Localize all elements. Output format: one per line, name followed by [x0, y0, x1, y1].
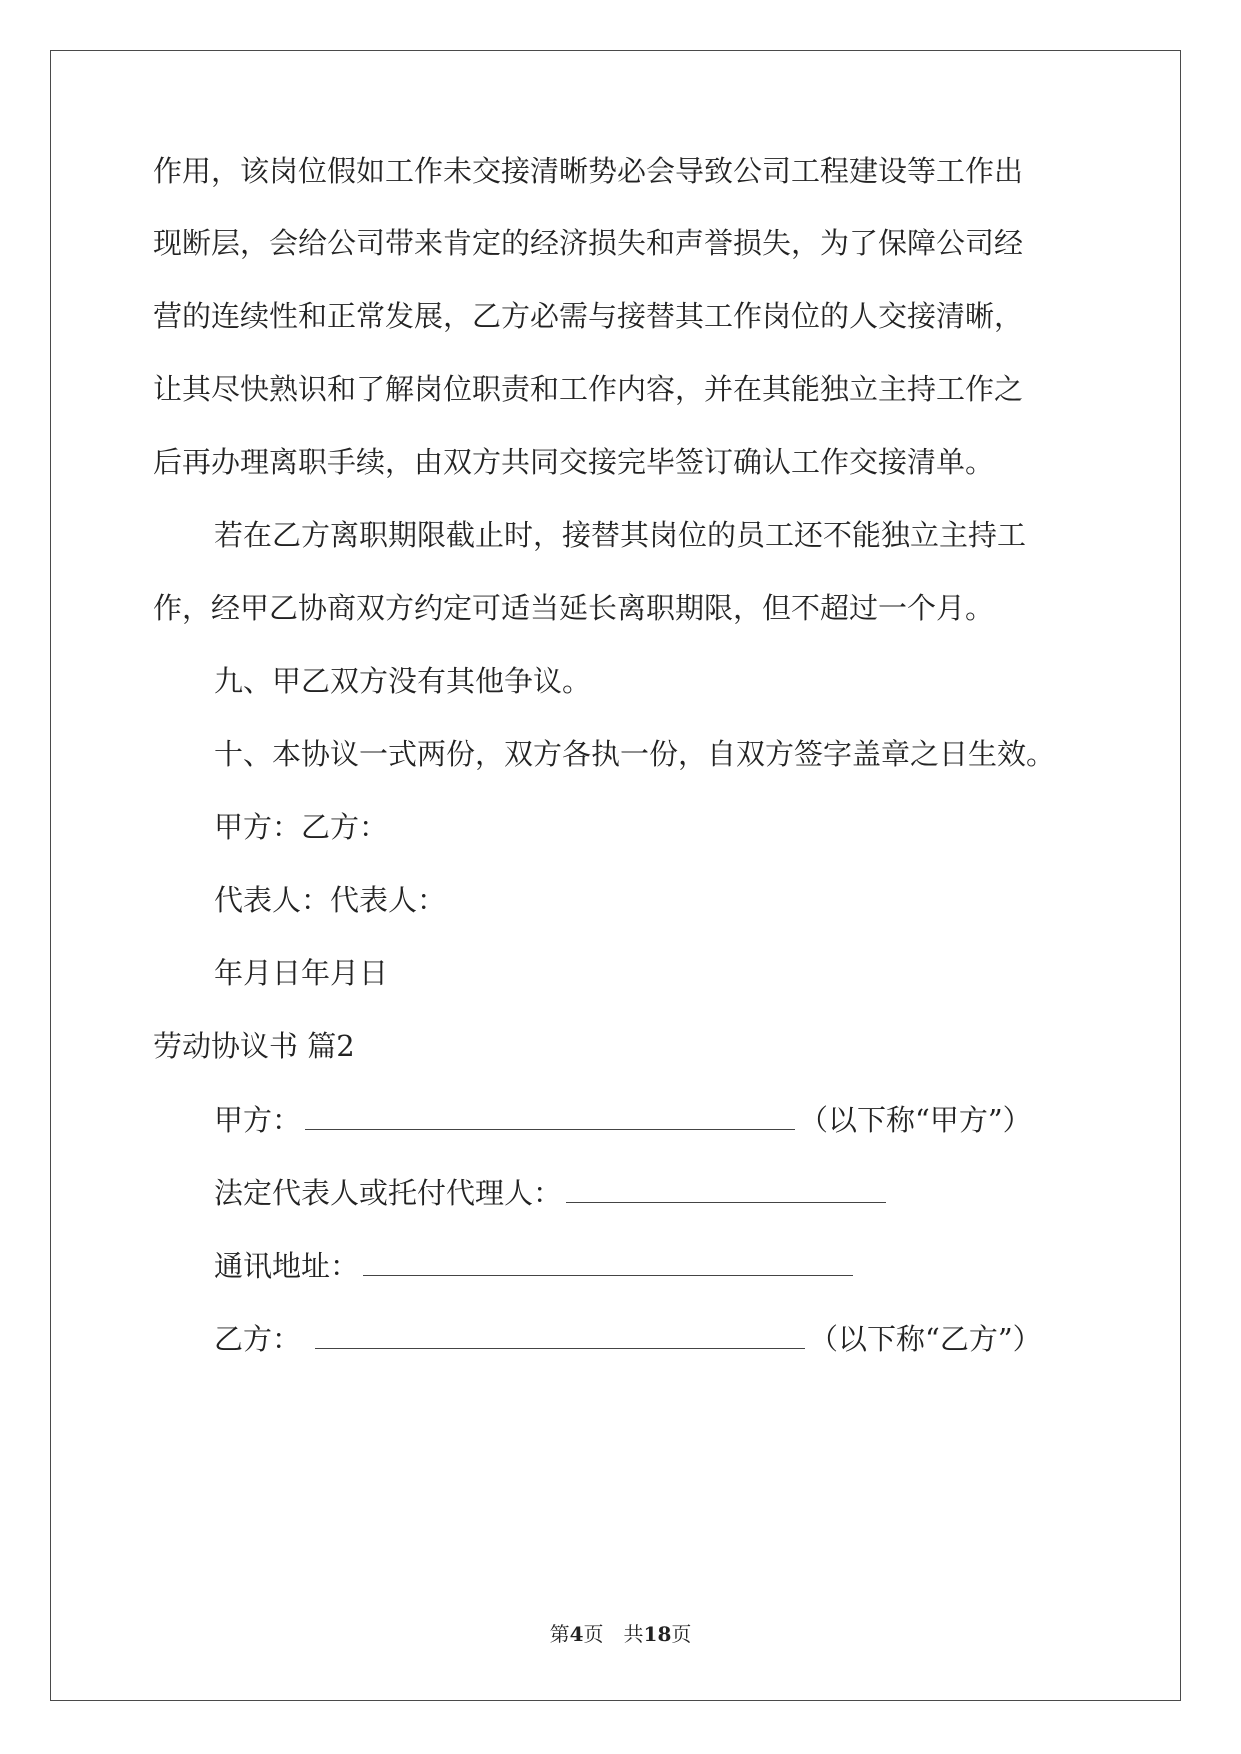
party-a-suffix: （以下称“甲方”）	[799, 1103, 1032, 1137]
clause-nine: 九、甲乙双方没有其他争议。	[214, 664, 592, 698]
paragraph-line: 后再办理离职手续，由双方共同交接完毕签订确认工作交接清单。	[153, 445, 995, 479]
page-footer	[0, 1618, 1241, 1647]
section-heading: 劳动协议书 篇2	[153, 1029, 355, 1063]
current-page-number: 4	[569, 1622, 584, 1646]
page-border	[50, 50, 1181, 1701]
party-b-blank[interactable]	[315, 1324, 805, 1349]
address-blank[interactable]	[363, 1251, 853, 1276]
party-b-label: 乙方：	[214, 1322, 302, 1356]
total-page-number: 18	[643, 1622, 672, 1646]
footer-suffix: 页	[671, 1622, 692, 1646]
party-a-label: 甲方：	[214, 1103, 302, 1137]
address-row	[214, 1251, 857, 1281]
paragraph-line: 让其尽快熟识和了解岗位职责和工作内容，并在其能独立主持工作之	[153, 372, 1024, 406]
footer-mid: 页 共	[583, 1622, 644, 1646]
address-label: 通讯地址：	[214, 1249, 360, 1283]
clause-ten: 十、本协议一式两份，双方各执一份，自双方签字盖章之日生效。	[214, 737, 1056, 771]
party-a-row	[214, 1105, 1032, 1135]
paragraph-line: 作，经甲乙协商双方约定可适当延长离职期限，但不超过一个月。	[153, 591, 995, 625]
signature-parties: 甲方：乙方：	[214, 810, 389, 844]
footer-prefix: 第	[549, 1622, 570, 1646]
paragraph-line: 若在乙方离职期限截止时，接替其岗位的员工还不能独立主持工	[214, 518, 1027, 552]
legal-rep-row	[214, 1178, 890, 1208]
legal-rep-blank[interactable]	[566, 1178, 886, 1203]
paragraph-line: 作用，该岗位假如工作未交接清晰势必会导致公司工程建设等工作出	[153, 154, 1024, 188]
paragraph-line: 现断层，会给公司带来肯定的经济损失和声誉损失，为了保障公司经	[153, 226, 1024, 260]
paragraph-line: 营的连续性和正常发展，乙方必需与接替其工作岗位的人交接清晰，	[153, 299, 1024, 333]
party-b-row	[214, 1324, 1042, 1354]
signature-representatives: 代表人：代表人：	[214, 883, 447, 917]
party-a-blank[interactable]	[305, 1105, 795, 1130]
legal-rep-label: 法定代表人或托付代理人：	[214, 1176, 563, 1210]
signature-dates: 年月日年月日	[214, 956, 389, 990]
party-b-suffix: （以下称“乙方”）	[809, 1322, 1042, 1356]
